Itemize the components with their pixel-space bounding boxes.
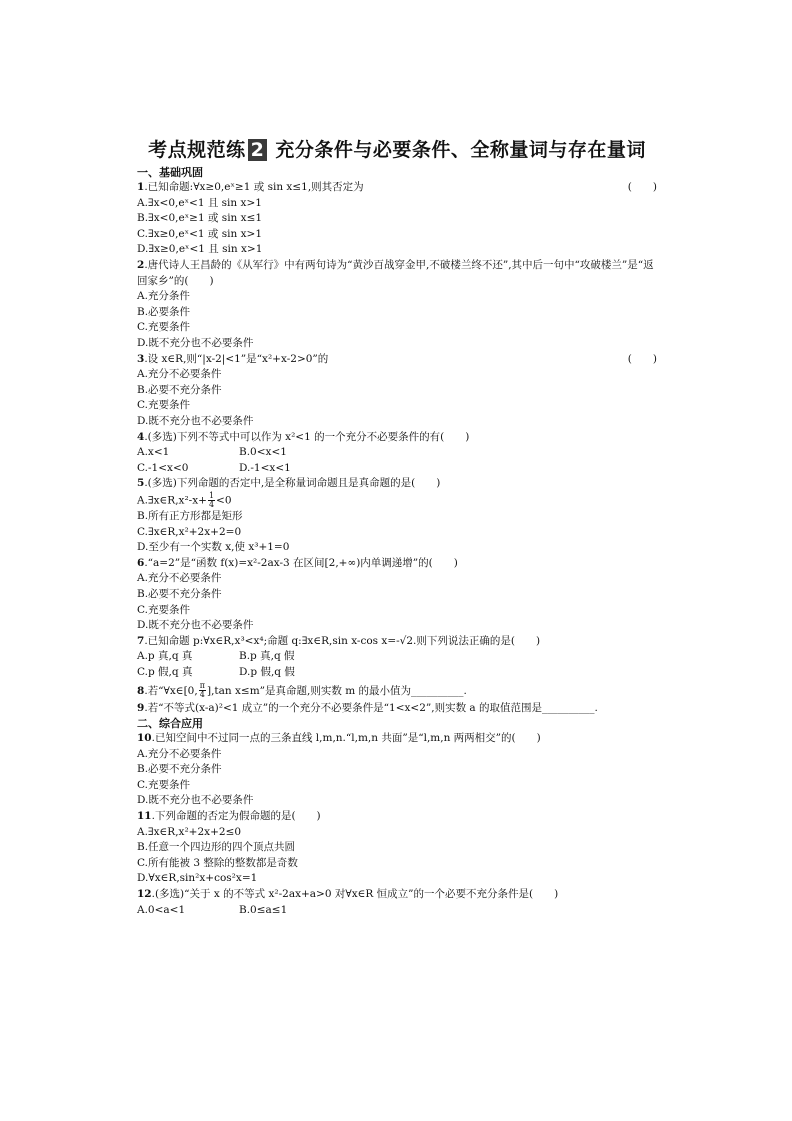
question-3 [137, 352, 657, 368]
option-a-tail: <0 [216, 494, 232, 507]
fraction [208, 492, 215, 509]
question-number: 10 [137, 732, 152, 745]
option-d: D.既不充分也不必要条件 [137, 619, 254, 632]
option-a: A.x<1 [137, 446, 170, 459]
option-b: B.0≤a≤1 [239, 903, 288, 916]
question-number: 8 [137, 684, 145, 697]
title-topic: 充分条件与必要条件、全称量词与存在量词 [275, 139, 646, 161]
question-number: 1 [137, 181, 145, 193]
question-stem: .下列命题的否定为假命题的是( ) [151, 810, 321, 823]
section-heading-comprehensive: 二、综合应用 [137, 717, 203, 731]
option-row [137, 649, 657, 665]
question-number: 11 [137, 810, 152, 823]
option-b: B.必要不充分条件 [137, 763, 222, 776]
option-a: A.p 真,q 真 [137, 650, 193, 663]
option-b: B.必要不充分条件 [137, 383, 222, 396]
question-stem: .唐代诗人王昌龄的《从军行》中有两句诗为“黄沙百战穿金甲,不破楼兰终不还”,其中后一句中“攻破楼兰”是“返回家乡”的( ) [137, 258, 654, 287]
question-number: 12 [137, 888, 152, 901]
fraction-numerator: 1 [208, 490, 215, 500]
question-11 [137, 809, 657, 825]
option-row [137, 903, 657, 919]
option-b: B.p 真,q 假 [239, 650, 295, 663]
option-d: D.至少有一个实数 x,使 x³+1=0 [137, 541, 290, 554]
question-stem: .(多选)下列不等式中可以作为 x²<1 的一个充分不必要条件的有( ) [144, 430, 470, 443]
option-d: D.既不充分也不必要条件 [137, 336, 254, 349]
interval-close: ] [206, 684, 212, 697]
question-number: 5 [137, 477, 145, 490]
option-b: B.0<x<1 [239, 446, 287, 459]
option-a: A.充分不必要条件 [137, 368, 222, 381]
option-c: C.充要条件 [137, 778, 190, 791]
fraction-denominator: 4 [199, 690, 205, 699]
page-title [137, 137, 657, 163]
question-12 [137, 887, 657, 903]
question-number: 2 [137, 258, 145, 271]
option-a: A.∃x<0,eˣ<1 且 sin x>1 [137, 196, 262, 209]
option-d: D.∃x≥0,eˣ<1 且 sin x>1 [137, 243, 263, 256]
option-a: A.充分不必要条件 [137, 747, 222, 760]
option-a: A.0<a<1 [137, 903, 186, 916]
worksheet-page [137, 137, 657, 918]
title-prefix: 考点规范练 [148, 139, 246, 161]
question-number: 3 [137, 352, 145, 365]
question-stem: .(多选)下列命题的否定中,是全称量词命题且是真命题的是( ) [144, 477, 441, 490]
question-number: 6 [137, 556, 145, 569]
question-number: 9 [137, 701, 145, 714]
option-c: C.充要条件 [137, 603, 190, 616]
option-c: C.∃x∈R,x²+2x+2=0 [137, 525, 242, 538]
fraction-numerator: π [199, 681, 205, 690]
question-stem: .已知空间中不过同一点的三条直线 l,m,n.“l,m,n 共面”是“l,m,n 两两相交”的( ) [151, 732, 541, 745]
option-a: A.∃x∈R,x²+2x+2≤0 [137, 825, 242, 838]
question-8 [137, 681, 657, 701]
question-10 [137, 731, 657, 747]
option-c: C.充要条件 [137, 321, 190, 334]
question-stem-tail: ,tan x≤m”是真命题,则实数 m 的最小值为__________. [211, 684, 467, 697]
question-stem: .(多选)“关于 x 的不等式 x²-2ax+a>0 对∀x∈R 恒成立”的一个必要不充分条件是( ) [151, 888, 559, 901]
option-b: B.所有正方形都是矩形 [137, 509, 243, 522]
question-stem: .若“不等式(x-a)²<1 成立”的一个充分不必要条件是“1<x<2”,则实数 a 的取值范围是__________. [144, 701, 598, 714]
question-2 [137, 258, 657, 289]
question-number: 4 [137, 430, 145, 443]
option-a-text: A.∃x∈R,x²-x+ [137, 494, 207, 507]
option-d: D.p 假,q 假 [239, 665, 295, 678]
option-d: D.既不充分也不必要条件 [137, 794, 254, 807]
question-stem: .若“∀x∈ [144, 684, 184, 697]
answer-paren: ( ) [627, 352, 657, 365]
option-c: C.所有能被 3 整除的整数都是奇数 [137, 856, 298, 869]
question-4 [137, 430, 657, 446]
option-d: D.∀x∈R,sin²x+cos²x=1 [137, 872, 258, 885]
question-stem: .已知命题:∀x≥0,eˣ≥1 或 sin x≤1,则其否定为 [144, 181, 364, 193]
option-b: B.∃x<0,eˣ≥1 或 sin x≤1 [137, 212, 263, 225]
interval-open: [0, [183, 684, 198, 697]
option-b: B.任意一个四边形的四个顶点共圆 [137, 841, 296, 854]
option-row [137, 461, 657, 477]
question-stem: .已知命题 p:∀x∈R,x³<x⁴;命题 q:∃x∈R,sin x-cos x=-√2.则下列说法正确的是( ) [144, 634, 541, 647]
question-stem: .设 x∈R,则“|x-2|<1”是“x²+x-2>0”的 [144, 352, 329, 365]
question-number: 7 [137, 634, 145, 647]
question-stem: .“a=2”是“函数 f(x)=x²-2ax-3 在区间[2,+∞)内单调递增”的( ) [144, 556, 458, 569]
fraction-denominator: 4 [208, 499, 215, 509]
section-heading-basic: 一、基础巩固 [137, 166, 203, 179]
question-7 [137, 634, 657, 650]
fraction [199, 682, 206, 699]
option-a: A.充分不必要条件 [137, 572, 222, 585]
option-a: A.充分条件 [137, 290, 190, 303]
option-c: C.-1<x<0 [137, 461, 189, 474]
option-c: C.充要条件 [137, 399, 190, 412]
question-6 [137, 556, 657, 572]
option-b: B.必要条件 [137, 305, 191, 318]
question-5 [137, 476, 657, 492]
question-1 [137, 180, 657, 196]
option-c: C.p 假,q 真 [137, 665, 193, 678]
question-9 [137, 701, 657, 717]
exercise-number-badge: 2 [248, 139, 268, 161]
option-c: C.∃x≥0,eˣ<1 或 sin x>1 [137, 227, 262, 240]
option-d: D.既不充分也不必要条件 [137, 414, 254, 427]
option-row [137, 665, 657, 681]
option-row [137, 445, 657, 461]
option-a [137, 492, 657, 509]
answer-paren: ( ) [627, 181, 657, 193]
option-b: B.必要不充分条件 [137, 587, 222, 600]
option-d: D.-1<x<1 [239, 461, 291, 474]
